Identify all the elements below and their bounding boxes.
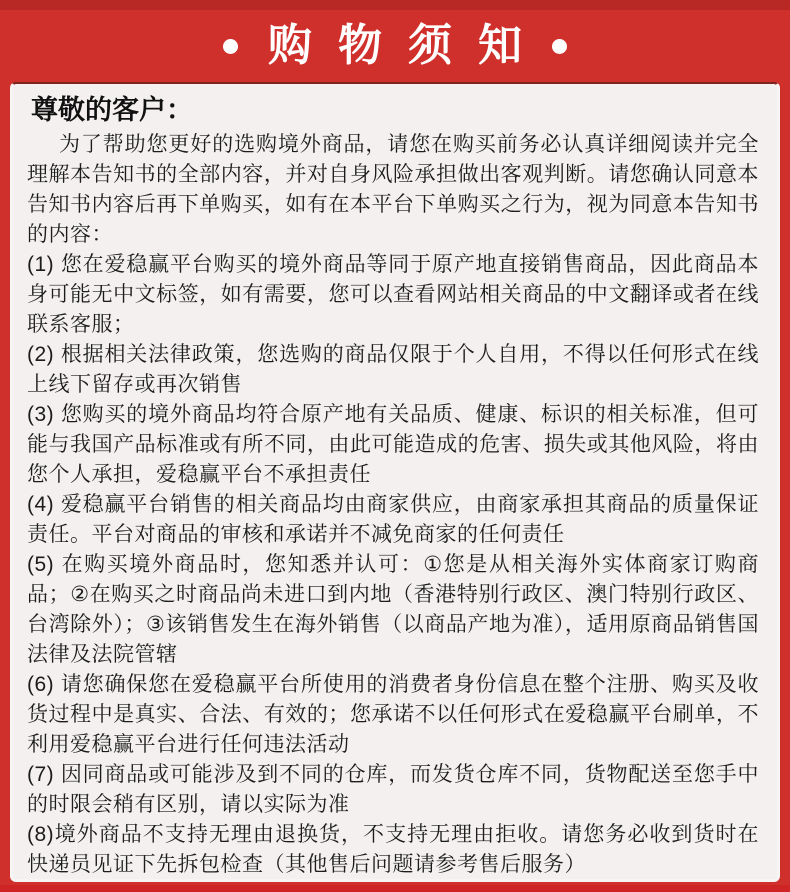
top-accent-strip xyxy=(0,0,790,10)
clause-6: (6) 请您确保您在爱稳赢平台所使用的消费者身份信息在整个注册、购买及收货过程中是真实、合法、有效的；您承诺不以任何形式在爱稳赢平台刷单，不利用爱稳赢平台进行任何违法活动 xyxy=(27,673,759,756)
banner-header xyxy=(0,10,790,82)
clause-1: (1) 您在爱稳赢平台购买的境外商品等同于原产地直接销售商品，因此商品本身可能无中文标签，如有需要，您可以查看网站相关商品的中文翻译或者在线联系客服； xyxy=(27,253,759,336)
right-bullet-dot-icon xyxy=(552,39,567,54)
left-bullet-dot-icon xyxy=(223,39,238,54)
salutation-heading: 尊敬的客户： xyxy=(31,95,193,125)
clause-5: (5) 在购买境外商品时，您知悉并认可：①您是从相关海外实体商家订购商品；②在购买之时商品尚未进口到内地（香港特别行政区、澳门特别行政区、台湾除外）；③该销售发生在海外销售（以商品产地为准），适用原商品销售国法律及法院管辖 xyxy=(27,553,759,666)
notice-card xyxy=(10,82,780,882)
clause-3: (3) 您购买的境外商品均符合原产地有关品质、健康、标识的相关标准，但可能与我国产品标准或有所不同，由此可能造成的危害、损失或其他风险，将由您个人承担，爱稳赢平台不承担责任 xyxy=(27,403,759,486)
page-title: 购物须知 xyxy=(268,21,548,70)
clause-4: (4) 爱稳赢平台销售的相关商品均由商家供应，由商家承担其商品的质量保证责任。平台对商品的审核和承诺并不减免商家的任何责任 xyxy=(27,493,759,546)
clause-7: (7) 因同商品或可能涉及到不同的仓库，而发货仓库不同，货物配送至您手中的时限会稍有区别，请以实际为准 xyxy=(27,763,759,816)
intro-paragraph: 为了帮助您更好的选购境外商品，请您在购买前务必认真详细阅读并完全理解本告知书的全部内容，并对自身风险承担做出客观判断。请您确认同意本告知书内容后再下单购买，如有在本平台下单购买之行为，视为同意本告知书的内容： xyxy=(27,133,759,246)
bottom-accent-strip xyxy=(0,885,790,892)
clause-8: (8)境外商品不支持无理由退换货，不支持无理由拒收。请您务必收到货时在快递员见证下先拆包检查（其他售后问题请参考售后服务） xyxy=(27,823,759,876)
clause-2: (2) 根据相关法律政策，您选购的商品仅限于个人自用，不得以任何形式在线上线下留存或再次销售 xyxy=(27,343,759,396)
